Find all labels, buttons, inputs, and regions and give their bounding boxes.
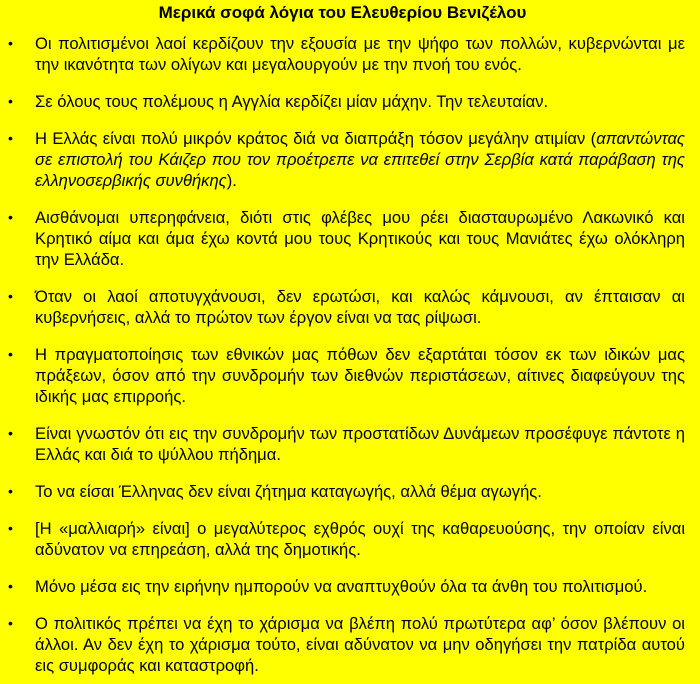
quote-text: Το να είσαι Έλληνας δεν είναι ζήτημα καταγωγής, αλλά θέμα αγωγής.	[35, 482, 542, 501]
bullet-icon: •	[8, 578, 13, 594]
bullet-icon: •	[8, 130, 13, 146]
bullet-icon: •	[8, 520, 13, 536]
quote-text: Οι πολιτισμένοι λαοί κερδίζουν την εξουσία με την ψήφο των πολλών, κυβερνώνται με την ικανότητα των ολίγων και μεγαλουργούν με την πνοή του ενός.	[35, 34, 685, 74]
quote-item	[0, 286, 685, 328]
quote-item	[0, 518, 685, 560]
quote-item	[0, 423, 685, 465]
quote-item	[0, 344, 685, 407]
quote-item	[0, 613, 685, 676]
bullet-icon: •	[8, 615, 13, 631]
quote-text: Η πραγματοποίησις των εθνικών μας πόθων δεν εξαρτάται τόσον εκ των ιδικών μας πράξεων, όσον από την συνδρομήν των διεθνών περιστάσεων, αίτινες διαφεύγουν της ιδικής μας επιρροής.	[35, 345, 685, 406]
quote-text: Η Ελλάς είναι πολύ μικρόν κράτος διά να διαπράξη τόσον μεγάλην ατιμίαν (	[35, 129, 597, 148]
quote-text: Μόνο μέσα εις την ειρήνην ημπορούν να αναπτυχθούν όλα τα άνθη του πολιτισμού.	[35, 577, 648, 596]
quote-text-closing: ).	[226, 171, 237, 190]
page-title: Μερικά σοφά λόγια του Ελευθερίου Βενιζέλου	[158, 3, 527, 22]
quote-text: Ο πολιτικός πρέπει να έχη το χάρισμα να βλέπη πολύ πρωτύτερα αφ’ όσον βλέπουν οι άλλοι. Αν δεν έχη το χάρισμα τούτο, είναι αδύνατον να μην οδηγήσει την πατρίδα αυτού εις συμφοράς και καταστροφή.	[35, 614, 685, 675]
quote-context-note: απαντώντας σε επιστολή του Κάιζερ που τον προέτρεπε να επιτεθεί στην Σερβία κατά παράβαση της ελληνοσερβικής συνθήκης	[35, 129, 685, 190]
quote-text: [Η «μαλλιαρή» είναι] ο μεγαλύτερος εχθρός ουχί της καθαρευούσης, την οποίαν είναι αδύνατον να επηρεάση, αλλά της δημοτικής.	[35, 519, 685, 559]
quote-item	[0, 33, 685, 75]
quote-list	[0, 33, 685, 676]
bullet-icon: •	[8, 209, 13, 225]
bullet-icon: •	[8, 93, 13, 109]
quote-text: Σε όλους τους πολέμους η Αγγλία κερδίζει μίαν μάχην. Την τελευταίαν.	[35, 92, 549, 111]
quote-text: Είναι γνωστόν ότι εις την συνδρομήν των προστατίδων Δυνάμεων προσέφυγε πάντοτε η Ελλάς και διά το ψύλλου πήδημα.	[35, 424, 685, 464]
quote-item	[0, 576, 685, 597]
bullet-icon: •	[8, 346, 13, 362]
bullet-icon: •	[8, 35, 13, 51]
bullet-icon: •	[8, 288, 13, 304]
quote-item	[0, 481, 685, 502]
quote-item	[0, 207, 685, 270]
quote-item	[0, 128, 685, 191]
bullet-icon: •	[8, 425, 13, 441]
quote-text: Αισθάνομαι υπερηφάνεια, διότι στις φλέβες μου ρέει διασταυρωμένο Λακωνικό και Κρητικό αίμα και άμα έχω κοντά μου τους Κρητικούς και τους Μανιάτες έχω ολόκληρη την Ελλάδα.	[35, 208, 685, 269]
bullet-icon: •	[8, 483, 13, 499]
quote-item	[0, 91, 685, 112]
quote-text: Όταν οι λαοί αποτυγχάνουσι, δεν ερωτώσι, και καλώς κάμνουσι, αν έπταισαν αι κυβερνήσεις, αλλά το πρώτον των έργον είναι να τας ρίψωσι.	[35, 287, 685, 327]
